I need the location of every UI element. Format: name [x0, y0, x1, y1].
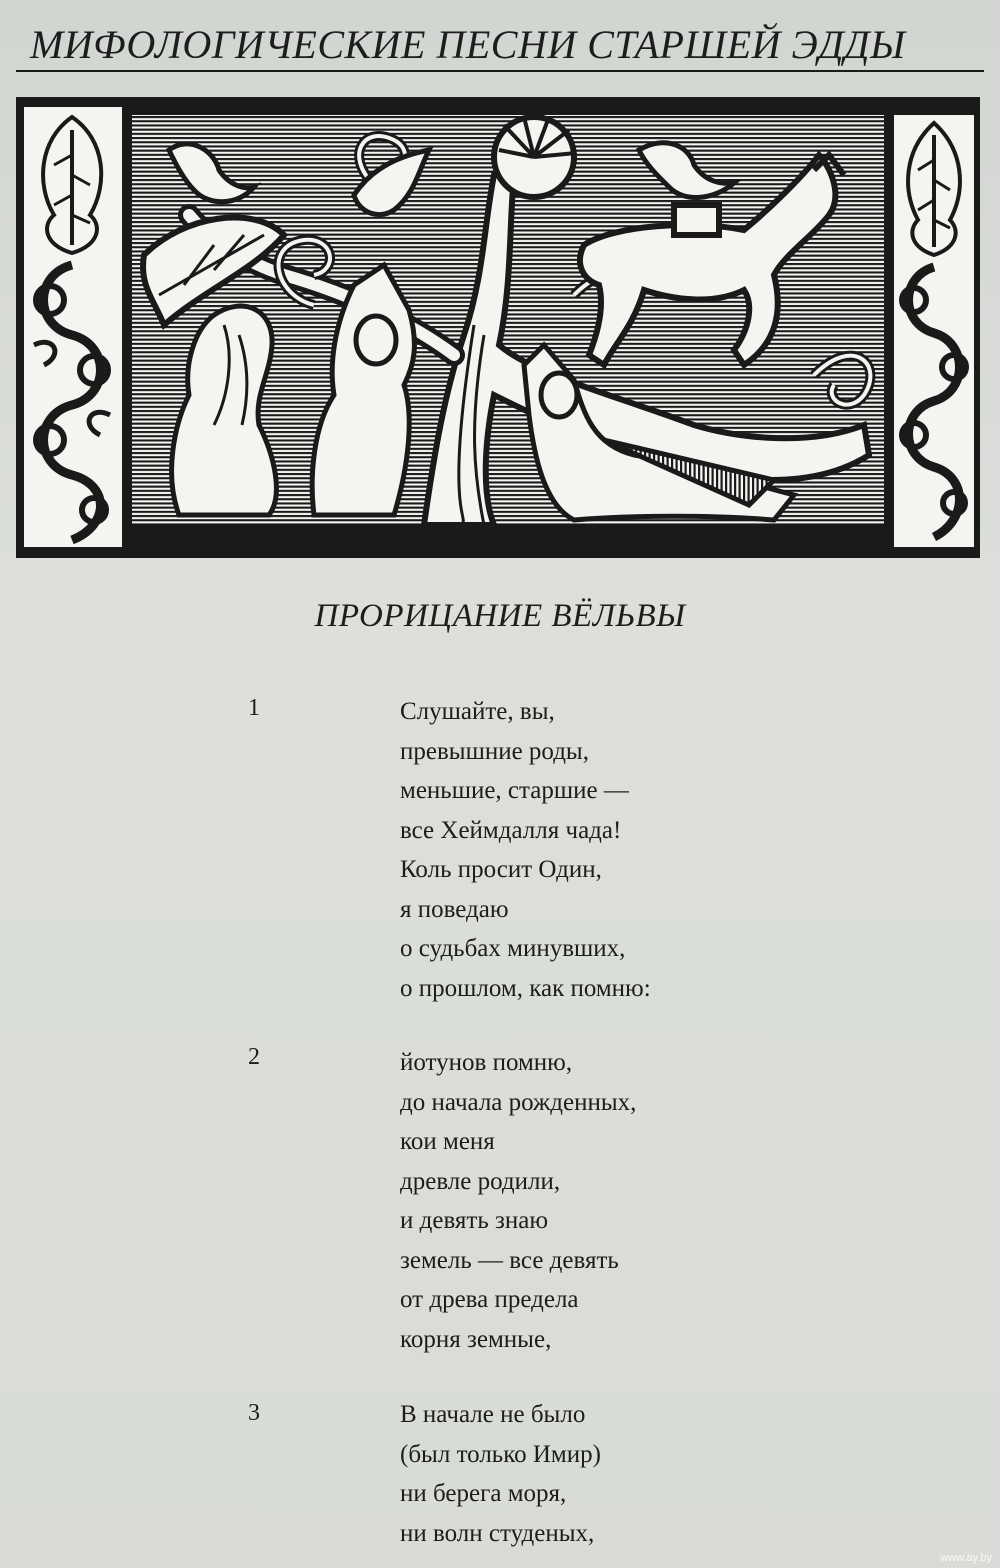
stanza-3	[400, 1395, 601, 1553]
stanza-2	[400, 1043, 636, 1359]
verse-line: меньшие, старшие —	[400, 777, 629, 804]
verse-line: я поведаю	[400, 895, 509, 923]
poem-title: ПРОРИЦАНИЕ ВЁЛЬВЫ	[314, 598, 686, 634]
verse-line: от древа предела	[400, 1286, 579, 1313]
woodcut-illustration	[14, 95, 982, 560]
watermark: www.ay.by	[940, 1552, 992, 1564]
stanza-number: 2	[248, 1044, 260, 1070]
stanza-number: 1	[248, 695, 260, 721]
verse-line: превышние роды,	[400, 737, 589, 765]
verse-line: корня земные,	[400, 1325, 552, 1353]
verse-line: все Хеймдалля чада!	[400, 816, 622, 844]
verse-line: В начале не было	[400, 1401, 586, 1428]
verse-line: и девять знаю	[400, 1207, 549, 1234]
verse-line: древле родили,	[400, 1167, 561, 1195]
running-head: МИФОЛОГИЧЕСКИЕ ПЕСНИ СТАРШЕЙ ЭДДЫ	[30, 22, 906, 67]
verse-line: земель — все девять	[400, 1246, 619, 1274]
header-rule	[16, 70, 984, 72]
verse-line: Коль просит Один,	[400, 856, 602, 883]
verse-line: о прошлом, как помню:	[400, 974, 651, 1002]
verse-line: кои меня	[400, 1128, 495, 1155]
verse-line: до начала рожденных,	[400, 1088, 637, 1116]
verse-line: (был только Имир)	[400, 1440, 601, 1468]
verse-line: Слушайте, вы,	[400, 698, 555, 725]
stanza-number: 3	[248, 1400, 260, 1426]
verse-line: о судьбах минувших,	[400, 935, 626, 962]
verse-line: ни берега моря,	[400, 1480, 567, 1507]
verse-line: ни волн студеных,	[400, 1519, 595, 1547]
stanza-1	[400, 692, 651, 1008]
verse-line: йотунов помню,	[400, 1049, 573, 1076]
